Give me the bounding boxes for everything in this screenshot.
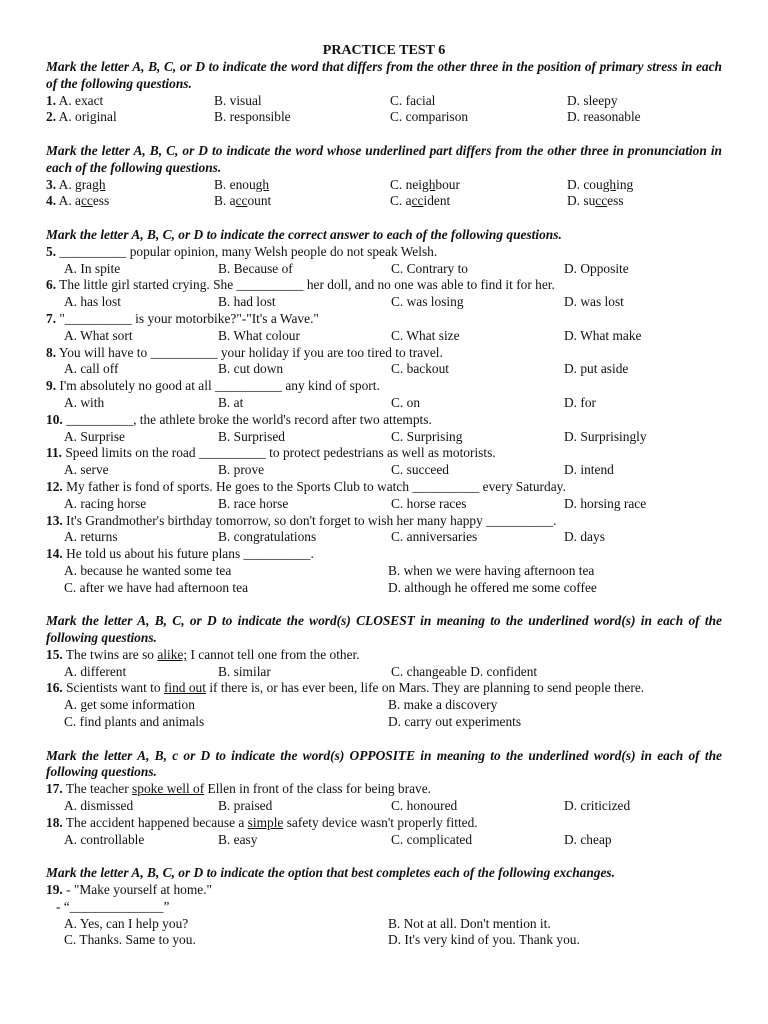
option-a: A. access xyxy=(58,193,110,209)
section-5-instruction: Mark the letter A, B, c or D to indicate the word(s) OPPOSITE in meaning to the underlined word(s) in each of the following questions. xyxy=(46,747,722,780)
option-b: B. at xyxy=(218,394,244,410)
worksheet xyxy=(46,42,722,949)
option-a: A. different xyxy=(64,663,127,679)
option-d: D. although he offered me some coffee xyxy=(388,579,597,595)
option-c: C. on xyxy=(391,394,421,410)
option-d: D. Opposite xyxy=(564,260,629,276)
question-3 xyxy=(46,177,722,194)
option-a: A. Yes, can I help you? xyxy=(64,915,189,931)
option-b: B. Surprised xyxy=(218,428,285,444)
option-a: A. returns xyxy=(64,529,118,545)
question-10-stem xyxy=(46,412,722,429)
question-19-stem xyxy=(46,882,722,899)
question-number: 2. xyxy=(46,109,57,125)
question-13-stem xyxy=(46,513,722,530)
question-11-options xyxy=(46,462,722,479)
question-text: The little girl started crying. She __________ her doll, and no one was able to find it for her. xyxy=(59,277,555,293)
option-b: B. when we were having afternoon tea xyxy=(388,562,595,578)
underlined-part: cc xyxy=(411,193,424,209)
question-number: 17. xyxy=(46,781,63,797)
option-b: B. make a discovery xyxy=(388,697,498,713)
option-d: D. criticized xyxy=(564,798,631,814)
question-number: 19. xyxy=(46,882,63,898)
question-16-options-row-2 xyxy=(46,714,722,731)
option-d: D. days xyxy=(564,529,605,545)
option-a: A. get some information xyxy=(64,697,195,713)
underlined-part: cc xyxy=(235,193,248,209)
question-number: 7. xyxy=(46,310,57,326)
question-2 xyxy=(46,109,722,126)
question-19-reply xyxy=(46,899,722,916)
option-b: B. enough xyxy=(214,176,270,192)
option-b: B. cut down xyxy=(218,361,284,377)
option-c: C. backout xyxy=(391,361,450,377)
option-c: C. accident xyxy=(390,193,451,209)
underlined-part: cc xyxy=(80,193,93,209)
option-d: D. carry out experiments xyxy=(388,714,522,730)
option-a: A. dismissed xyxy=(64,798,134,814)
option-a: A. serve xyxy=(64,462,109,478)
question-16-stem: 16. Scientists want to find out if there is, or has ever been, life on Mars. They are planning to send people there. xyxy=(46,680,645,696)
option-a: A. In spite xyxy=(64,260,121,276)
option-a: A. original xyxy=(58,109,117,125)
question-6-options xyxy=(46,294,722,311)
option-c: C. facial xyxy=(390,92,436,108)
option-b: B. Because of xyxy=(218,260,293,276)
underlined-part: gh xyxy=(422,176,436,192)
option-a: A. controllable xyxy=(64,831,145,847)
question-9-options xyxy=(46,395,722,412)
option-b: B. race horse xyxy=(218,495,289,511)
question-text: It's Grandmother's birthday tomorrow, so don't forget to wish her many happy __________. xyxy=(66,512,557,528)
option-c: C. comparison xyxy=(390,109,469,125)
option-a: A. What sort xyxy=(64,327,133,343)
question-8-options xyxy=(46,361,722,378)
question-5-stem xyxy=(46,244,722,261)
question-16-options-row-1 xyxy=(46,697,722,714)
question-15-stem: 15. The twins are so alike; I cannot tell one from the other. xyxy=(46,646,360,662)
question-19-options-row-2 xyxy=(46,932,722,949)
question-text: Speed limits on the road __________ to protect pedestrians as well as motorists. xyxy=(65,445,496,461)
option-d: D. success xyxy=(567,193,624,209)
question-18-options xyxy=(46,832,722,849)
option-c: C. What size xyxy=(391,327,460,343)
option-d: D. coughing xyxy=(567,176,634,192)
underlined-word: alike; xyxy=(157,646,188,662)
option-b: B. visual xyxy=(214,92,262,108)
question-9-stem xyxy=(46,378,722,395)
question-number: 10. xyxy=(46,411,63,427)
question-text: __________, the athlete broke the world's record after two attempts. xyxy=(66,411,432,427)
option-a: A. has lost xyxy=(64,294,121,310)
option-c: C. Surprising xyxy=(391,428,463,444)
question-text: I'm absolutely no good at all __________ any kind of sport. xyxy=(59,378,380,394)
underlined-part: gh xyxy=(602,176,617,192)
option-a: A. racing horse xyxy=(64,495,147,511)
page-title: PRACTICE TEST 6 xyxy=(322,43,446,58)
section-4-instruction: Mark the letter A, B, C, or D to indicate the word(s) CLOSEST in meaning to the underlined word(s) in each of the following questions. xyxy=(46,613,722,646)
question-number: 11. xyxy=(46,445,62,461)
question-12-stem xyxy=(46,479,722,496)
section-6-instruction: Mark the letter A, B, C, or D to indicate the option that best completes each of the following exchanges. xyxy=(46,865,615,881)
question-12-options xyxy=(46,496,722,513)
question-number: 9. xyxy=(46,378,57,394)
question-10-options xyxy=(46,429,722,446)
question-5-options xyxy=(46,261,722,278)
question-number: 16. xyxy=(46,680,63,696)
option-c: C. horse races xyxy=(391,495,467,511)
option-c: C. honoured xyxy=(391,798,458,814)
question-number: 1. xyxy=(46,92,57,108)
option-d: D. It's very kind of you. Thank you. xyxy=(388,932,580,948)
option-b: B. responsible xyxy=(214,109,291,125)
question-19-options-row-1 xyxy=(46,916,722,933)
option-a: A. exact xyxy=(58,92,104,108)
question-17-options xyxy=(46,798,722,815)
option-a: A. gragh xyxy=(58,176,106,192)
question-17-stem: 17. The teacher spoke well of Ellen in front of the class for being brave. xyxy=(46,781,432,797)
underlined-word: simple xyxy=(247,814,284,830)
question-13-options xyxy=(46,529,722,546)
question-7-options xyxy=(46,328,722,345)
question-number: 5. xyxy=(46,243,57,259)
question-6-stem xyxy=(46,277,722,294)
question-number: 18. xyxy=(46,814,63,830)
option-b: B. prove xyxy=(218,462,265,478)
option-b: B. Not at all. Don't mention it. xyxy=(388,915,551,931)
question-number: 4. xyxy=(46,193,57,209)
underlined-word: spoke well of xyxy=(132,781,205,797)
question-18-stem: 18. The accident happened because a simple safety device wasn't properly fitted. xyxy=(46,814,478,830)
option-d: D. put aside xyxy=(564,361,629,377)
option-c: C. was losing xyxy=(391,294,464,310)
option-c-d: C. changeable D. confident xyxy=(391,663,538,679)
question-text: - "Make yourself at home." xyxy=(66,882,213,898)
option-d: D. sleepy xyxy=(567,92,618,108)
option-b: B. praised xyxy=(218,798,273,814)
option-c: C. after we have had afternoon tea xyxy=(64,579,249,595)
option-c: C. find plants and animals xyxy=(64,714,205,730)
option-d: D. for xyxy=(564,394,596,410)
option-d: D. intend xyxy=(564,462,614,478)
option-b: B. had lost xyxy=(218,294,276,310)
option-a: A. because he wanted some tea xyxy=(64,562,232,578)
option-d: D. reasonable xyxy=(567,109,641,125)
underlined-part: cc xyxy=(595,193,608,209)
question-text: You will have to __________ your holiday if you are too tired to travel. xyxy=(58,344,443,360)
question-1 xyxy=(46,93,722,110)
question-number: 13. xyxy=(46,512,63,528)
question-8-stem xyxy=(46,345,722,362)
underlined-part: gh xyxy=(255,176,270,192)
option-c: C. neighbour xyxy=(390,176,460,192)
question-number: 3. xyxy=(46,176,57,192)
question-number: 15. xyxy=(46,646,63,662)
option-b: B. account xyxy=(214,193,272,209)
section-1-instruction: Mark the letter A, B, C, or D to indicate the word that differs from the other three in the position of primary stress in each of the following questions. xyxy=(46,59,722,91)
question-4 xyxy=(46,193,722,210)
question-number: 12. xyxy=(46,478,63,494)
option-a: A. Surprise xyxy=(64,428,125,444)
option-b: B. similar xyxy=(218,663,271,679)
option-c: C. succeed xyxy=(391,462,450,478)
question-text: My father is fond of sports. He goes to the Sports Club to watch __________ every Saturday. xyxy=(66,478,566,494)
question-14-options-row-2 xyxy=(46,580,722,597)
question-14-stem xyxy=(46,546,722,563)
question-15-options xyxy=(46,664,722,681)
section-2-instruction: Mark the letter A, B, C, or D to indicate the word whose underlined part differs from the other three in pronunciation in each of the following questions. xyxy=(46,142,722,175)
option-b: B. congratulations xyxy=(218,529,317,545)
option-c: C. complicated xyxy=(391,831,473,847)
option-a: A. with xyxy=(64,394,105,410)
option-d: D. Surprisingly xyxy=(564,428,647,444)
question-number: 6. xyxy=(46,277,57,293)
underlined-word: find out xyxy=(163,680,206,696)
question-number: 8. xyxy=(46,344,57,360)
question-number: 14. xyxy=(46,546,63,562)
question-text: He told us about his future plans __________. xyxy=(66,546,314,562)
option-d: D. What make xyxy=(564,327,642,343)
question-14-options-row-1 xyxy=(46,563,722,580)
option-c: C. anniversaries xyxy=(391,529,478,545)
question-7-stem xyxy=(46,311,722,328)
option-d: D. cheap xyxy=(564,831,612,847)
option-b: B. What colour xyxy=(218,327,300,343)
underlined-part: gh xyxy=(92,176,106,192)
option-c: C. Thanks. Same to you. xyxy=(64,932,196,948)
section-3-instruction: Mark the letter A, B, C, or D to indicate the correct answer to each of the following questions. xyxy=(46,226,562,242)
question-text: __________ popular opinion, many Welsh people do not speak Welsh. xyxy=(59,243,438,259)
option-d: D. was lost xyxy=(564,294,624,310)
option-a: A. call off xyxy=(64,361,119,377)
option-d: D. horsing race xyxy=(564,495,647,511)
reply-blank: - “______________” xyxy=(56,898,170,914)
option-b: B. easy xyxy=(218,831,258,847)
question-11-stem xyxy=(46,445,722,462)
option-c: C. Contrary to xyxy=(391,260,468,276)
question-text: "__________ is your motorbike?"-"It's a Wave." xyxy=(59,310,319,326)
